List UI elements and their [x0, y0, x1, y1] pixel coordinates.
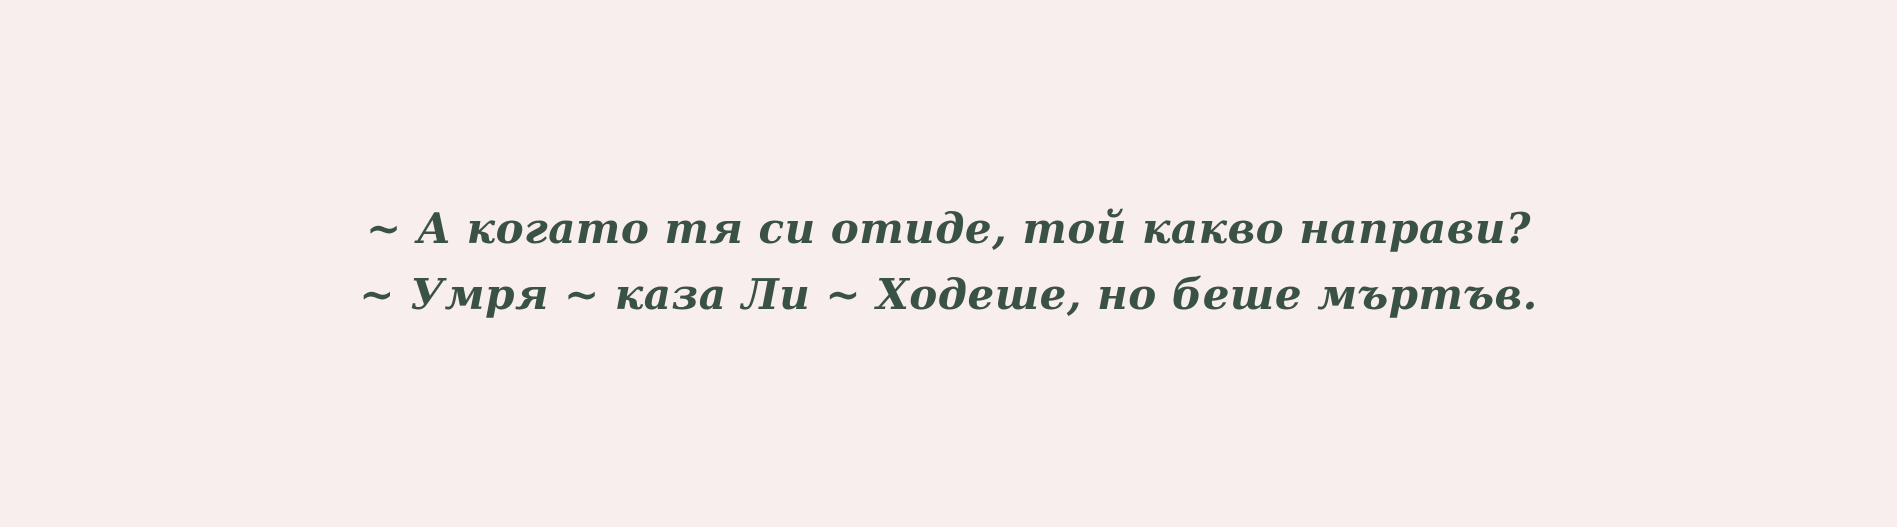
quote-text: [0, 196, 1897, 328]
quote-line-1: ~ А когато тя си отиде, той какво направи?: [366, 204, 1531, 253]
quote-line-2: ~ Умря ~ каза Ли ~ Ходеше, но беше мъртъв.: [359, 270, 1538, 319]
